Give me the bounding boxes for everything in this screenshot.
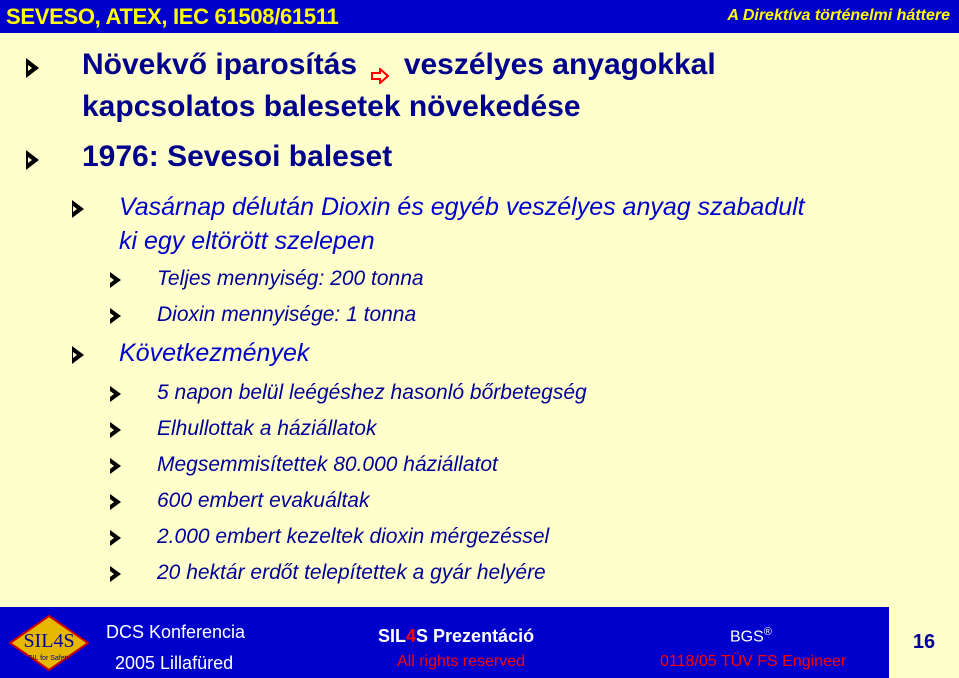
bullet-dioxin-release: Vasárnap délután Dioxin és egyéb veszélyes anyag szabadult bbox=[119, 193, 805, 221]
bullet-industrialization bbox=[82, 48, 716, 82]
arrowhead-bullet-icon bbox=[110, 308, 121, 324]
logo-text: SIL4S bbox=[23, 630, 75, 652]
arrowhead-bullet-icon bbox=[110, 422, 121, 438]
bullet-dioxin-quantity: Dioxin mennyisége: 1 tonna bbox=[157, 303, 417, 326]
bullet-text: Növekvő iparosítás bbox=[82, 48, 358, 81]
arrowhead-bullet-icon bbox=[72, 346, 84, 364]
pres-suffix: S Prezentáció bbox=[416, 626, 535, 646]
bullet-treated: 2.000 embert kezeltek dioxin mérgezéssel bbox=[157, 525, 550, 548]
bullet-animals-destroyed: Megsemmisítettek 80.000 háziállatot bbox=[157, 453, 498, 476]
registered-mark: ® bbox=[763, 626, 772, 638]
arrowhead-bullet-icon bbox=[110, 386, 121, 402]
bullet-industrialization-line2: kapcsolatos balesetek növekedése bbox=[82, 90, 581, 123]
arrowhead-bullet-icon bbox=[110, 272, 121, 288]
bullet-animals-died: Elhullottak a háziállatok bbox=[157, 417, 377, 440]
rights-reserved: All rights reserved bbox=[397, 653, 526, 670]
arrowhead-bullet-icon bbox=[110, 530, 121, 546]
section-title: A Direktíva történelmi háttere bbox=[727, 7, 950, 24]
bullet-dioxin-release-line2: ki egy eltörött szelepen bbox=[119, 227, 375, 255]
arrowhead-bullet-icon bbox=[26, 150, 39, 170]
sil4s-logo bbox=[4, 613, 94, 673]
header-title: SEVESO, ATEX, IEC 61508/61511 bbox=[6, 4, 339, 29]
bullet-skin-disease: 5 napon belül leégéshez hasonló bőrbetegség bbox=[157, 381, 587, 404]
pres-prefix: SIL bbox=[378, 626, 407, 646]
outline-right-arrow-icon bbox=[371, 58, 389, 74]
presentation-title bbox=[378, 626, 534, 647]
header-bar bbox=[0, 0, 959, 33]
slide-content bbox=[0, 33, 959, 607]
pres-number: 4 bbox=[406, 626, 417, 646]
bullet-evacuated: 600 embert evakuáltak bbox=[157, 489, 370, 512]
arrowhead-bullet-icon bbox=[110, 458, 121, 474]
conference-name: DCS Konferencia bbox=[106, 622, 246, 642]
arrowhead-bullet-icon bbox=[26, 58, 39, 78]
bgs-text: BGS bbox=[730, 628, 764, 646]
engineer-certification: 0118/05 TÜV FS Engineer bbox=[660, 653, 847, 670]
arrowhead-bullet-icon bbox=[110, 494, 121, 510]
bullet-forest-planted: 20 hektár erdőt telepítettek a gyár helyére bbox=[157, 561, 546, 584]
conference-year-place: 2005 Lillafüred bbox=[115, 653, 234, 673]
bullet-seveso-accident: 1976: Sevesoi baleset bbox=[82, 140, 393, 173]
page-number: 16 bbox=[889, 607, 959, 678]
bgs-label bbox=[730, 626, 772, 646]
logo-subtitle: SIL for Safety bbox=[27, 655, 71, 662]
bullet-total-quantity: Teljes mennyiség: 200 tonna bbox=[157, 267, 424, 290]
bullet-consequences: Következmények bbox=[119, 339, 310, 367]
footer-bar bbox=[0, 607, 959, 678]
arrowhead-bullet-icon bbox=[110, 566, 121, 582]
arrowhead-bullet-icon bbox=[72, 200, 84, 218]
bullet-text: veszélyes anyagokkal bbox=[403, 48, 716, 81]
